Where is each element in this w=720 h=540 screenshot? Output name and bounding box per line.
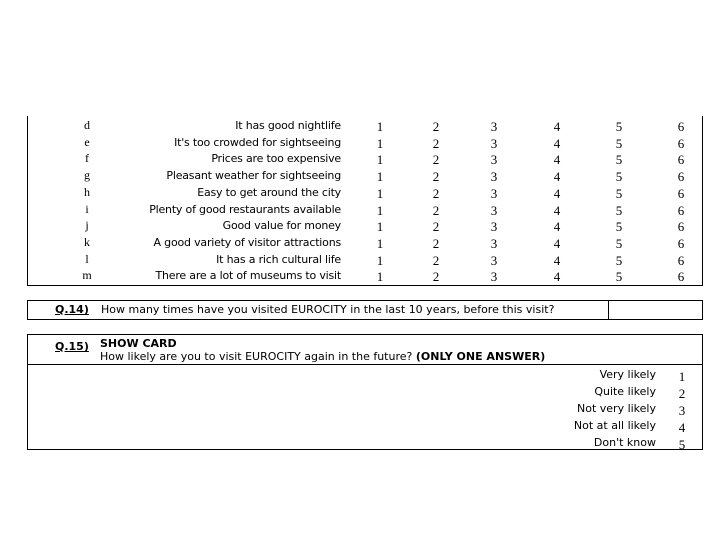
answer-box[interactable] bbox=[608, 301, 703, 319]
scale-code[interactable]: 2 bbox=[432, 202, 440, 218]
scale-code[interactable]: 6 bbox=[677, 202, 685, 218]
scale-code[interactable]: 4 bbox=[553, 135, 561, 151]
row-statement: It has a rich cultural life bbox=[216, 252, 341, 266]
row-statement: Pleasant weather for sightseeing bbox=[166, 169, 341, 183]
option-code[interactable]: 1 bbox=[678, 369, 686, 384]
scale-code[interactable]: 4 bbox=[553, 269, 561, 285]
answer-option bbox=[28, 417, 702, 434]
scale-code[interactable]: 4 bbox=[553, 252, 561, 268]
grid-row bbox=[28, 251, 702, 268]
option-code[interactable]: 5 bbox=[678, 437, 686, 452]
scale-code[interactable]: 5 bbox=[615, 135, 623, 151]
scale-code[interactable]: 2 bbox=[432, 252, 440, 268]
scale-code[interactable]: 5 bbox=[615, 119, 623, 134]
scale-code[interactable]: 3 bbox=[490, 219, 498, 235]
scale-code[interactable]: 2 bbox=[432, 119, 440, 134]
divider bbox=[28, 364, 702, 365]
question-text: How many times have you visited EUROCITY in the last 10 years, before this visit? bbox=[101, 303, 555, 316]
show-card-label: SHOW CARD bbox=[100, 337, 177, 350]
row-statement: It has good nightlife bbox=[235, 119, 341, 132]
scale-code[interactable]: 4 bbox=[553, 202, 561, 218]
option-label: Don't know bbox=[593, 436, 656, 449]
scale-code[interactable]: 1 bbox=[376, 202, 384, 218]
option-label: Very likely bbox=[599, 368, 656, 381]
scale-code[interactable]: 5 bbox=[615, 269, 623, 285]
scale-code[interactable]: 2 bbox=[432, 269, 440, 285]
scale-code[interactable]: 6 bbox=[677, 269, 685, 285]
option-code[interactable]: 2 bbox=[678, 386, 686, 401]
row-code: f bbox=[85, 151, 89, 166]
scale-code[interactable]: 3 bbox=[490, 252, 498, 268]
grid-row bbox=[28, 267, 702, 284]
scale-code[interactable]: 6 bbox=[677, 135, 685, 151]
answer-instruction: (ONLY ONE ANSWER) bbox=[415, 350, 546, 363]
scale-code[interactable]: 6 bbox=[677, 169, 685, 185]
scale-code[interactable]: 1 bbox=[376, 235, 384, 251]
row-code: l bbox=[85, 251, 89, 266]
scale-code[interactable]: 4 bbox=[553, 152, 561, 168]
row-statement: It's too crowded for sightseeing bbox=[174, 135, 341, 149]
row-code: h bbox=[84, 184, 90, 199]
answer-option bbox=[28, 400, 702, 417]
scale-code[interactable]: 5 bbox=[615, 235, 623, 251]
grid-row bbox=[28, 184, 702, 201]
scale-code[interactable]: 1 bbox=[376, 169, 384, 185]
scale-code[interactable]: 5 bbox=[615, 152, 623, 168]
scale-code[interactable]: 5 bbox=[615, 185, 623, 201]
row-code: j bbox=[85, 218, 89, 233]
row-code: g bbox=[84, 168, 90, 183]
scale-code[interactable]: 6 bbox=[677, 219, 685, 235]
scale-code[interactable]: 3 bbox=[490, 202, 498, 218]
scale-code[interactable]: 1 bbox=[376, 269, 384, 285]
answer-option bbox=[28, 366, 702, 383]
question-label: Q.15) bbox=[55, 340, 89, 353]
scale-code[interactable]: 6 bbox=[677, 185, 685, 201]
grid-row bbox=[28, 167, 702, 184]
question-15 bbox=[27, 334, 703, 450]
scale-code[interactable]: 3 bbox=[490, 269, 498, 285]
scale-code[interactable]: 3 bbox=[490, 235, 498, 251]
row-statement: Easy to get around the city bbox=[197, 185, 341, 199]
scale-code[interactable]: 2 bbox=[432, 169, 440, 185]
scale-code[interactable]: 1 bbox=[376, 252, 384, 268]
row-statement: Prices are too expensive bbox=[211, 152, 341, 166]
scale-code[interactable]: 1 bbox=[376, 185, 384, 201]
scale-code[interactable]: 4 bbox=[553, 219, 561, 235]
question-label: Q.14) bbox=[55, 303, 89, 316]
scale-code[interactable]: 3 bbox=[490, 119, 498, 134]
scale-code[interactable]: 3 bbox=[490, 169, 498, 185]
row-statement: Plenty of good restaurants available bbox=[149, 202, 341, 216]
scale-code[interactable]: 2 bbox=[432, 135, 440, 151]
scale-code[interactable]: 4 bbox=[553, 169, 561, 185]
scale-code[interactable]: 1 bbox=[376, 219, 384, 235]
question-text bbox=[100, 350, 545, 363]
scale-code[interactable]: 5 bbox=[615, 219, 623, 235]
scale-code[interactable]: 4 bbox=[553, 119, 561, 134]
grid-row bbox=[28, 217, 702, 234]
scale-code[interactable]: 2 bbox=[432, 152, 440, 168]
scale-code[interactable]: 3 bbox=[490, 185, 498, 201]
answer-option bbox=[28, 434, 702, 451]
row-code: i bbox=[85, 201, 89, 216]
grid-row bbox=[28, 201, 702, 218]
grid-row bbox=[28, 134, 702, 151]
scale-code[interactable]: 4 bbox=[553, 235, 561, 251]
option-code[interactable]: 4 bbox=[678, 420, 686, 435]
row-code: k bbox=[84, 234, 90, 249]
option-code[interactable]: 3 bbox=[678, 403, 686, 418]
scale-code[interactable]: 1 bbox=[376, 135, 384, 151]
grid-row bbox=[28, 117, 702, 134]
scale-code[interactable]: 5 bbox=[615, 202, 623, 218]
row-code: m bbox=[82, 268, 92, 283]
row-statement: There are a lot of museums to visit bbox=[155, 269, 341, 283]
scale-code[interactable]: 2 bbox=[432, 235, 440, 251]
option-label: Not at all likely bbox=[573, 419, 656, 432]
scale-code[interactable]: 2 bbox=[432, 219, 440, 235]
scale-code[interactable]: 2 bbox=[432, 185, 440, 201]
scale-code[interactable]: 6 bbox=[677, 235, 685, 251]
scale-code[interactable]: 3 bbox=[490, 135, 498, 151]
answer-option bbox=[28, 383, 702, 400]
scale-code[interactable]: 3 bbox=[490, 152, 498, 168]
scale-code[interactable]: 6 bbox=[677, 152, 685, 168]
question-body: How likely are you to visit EUROCITY again in the future? bbox=[100, 350, 416, 363]
row-code: d bbox=[84, 118, 90, 132]
grid-row bbox=[28, 234, 702, 251]
scale-code[interactable]: 1 bbox=[376, 119, 384, 134]
rating-grid bbox=[27, 116, 703, 286]
scale-code[interactable]: 6 bbox=[677, 119, 685, 134]
option-label: Not very likely bbox=[577, 402, 656, 415]
grid-row bbox=[28, 150, 702, 167]
option-label: Quite likely bbox=[594, 385, 656, 398]
row-code: e bbox=[84, 134, 90, 149]
scale-code[interactable]: 5 bbox=[615, 169, 623, 185]
row-statement: Good value for money bbox=[222, 219, 341, 233]
scale-code[interactable]: 6 bbox=[677, 252, 685, 268]
scale-code[interactable]: 4 bbox=[553, 185, 561, 201]
scale-code[interactable]: 5 bbox=[615, 252, 623, 268]
question-14 bbox=[27, 300, 703, 320]
scale-code[interactable]: 1 bbox=[376, 152, 384, 168]
row-statement: A good variety of visitor attractions bbox=[153, 235, 341, 249]
